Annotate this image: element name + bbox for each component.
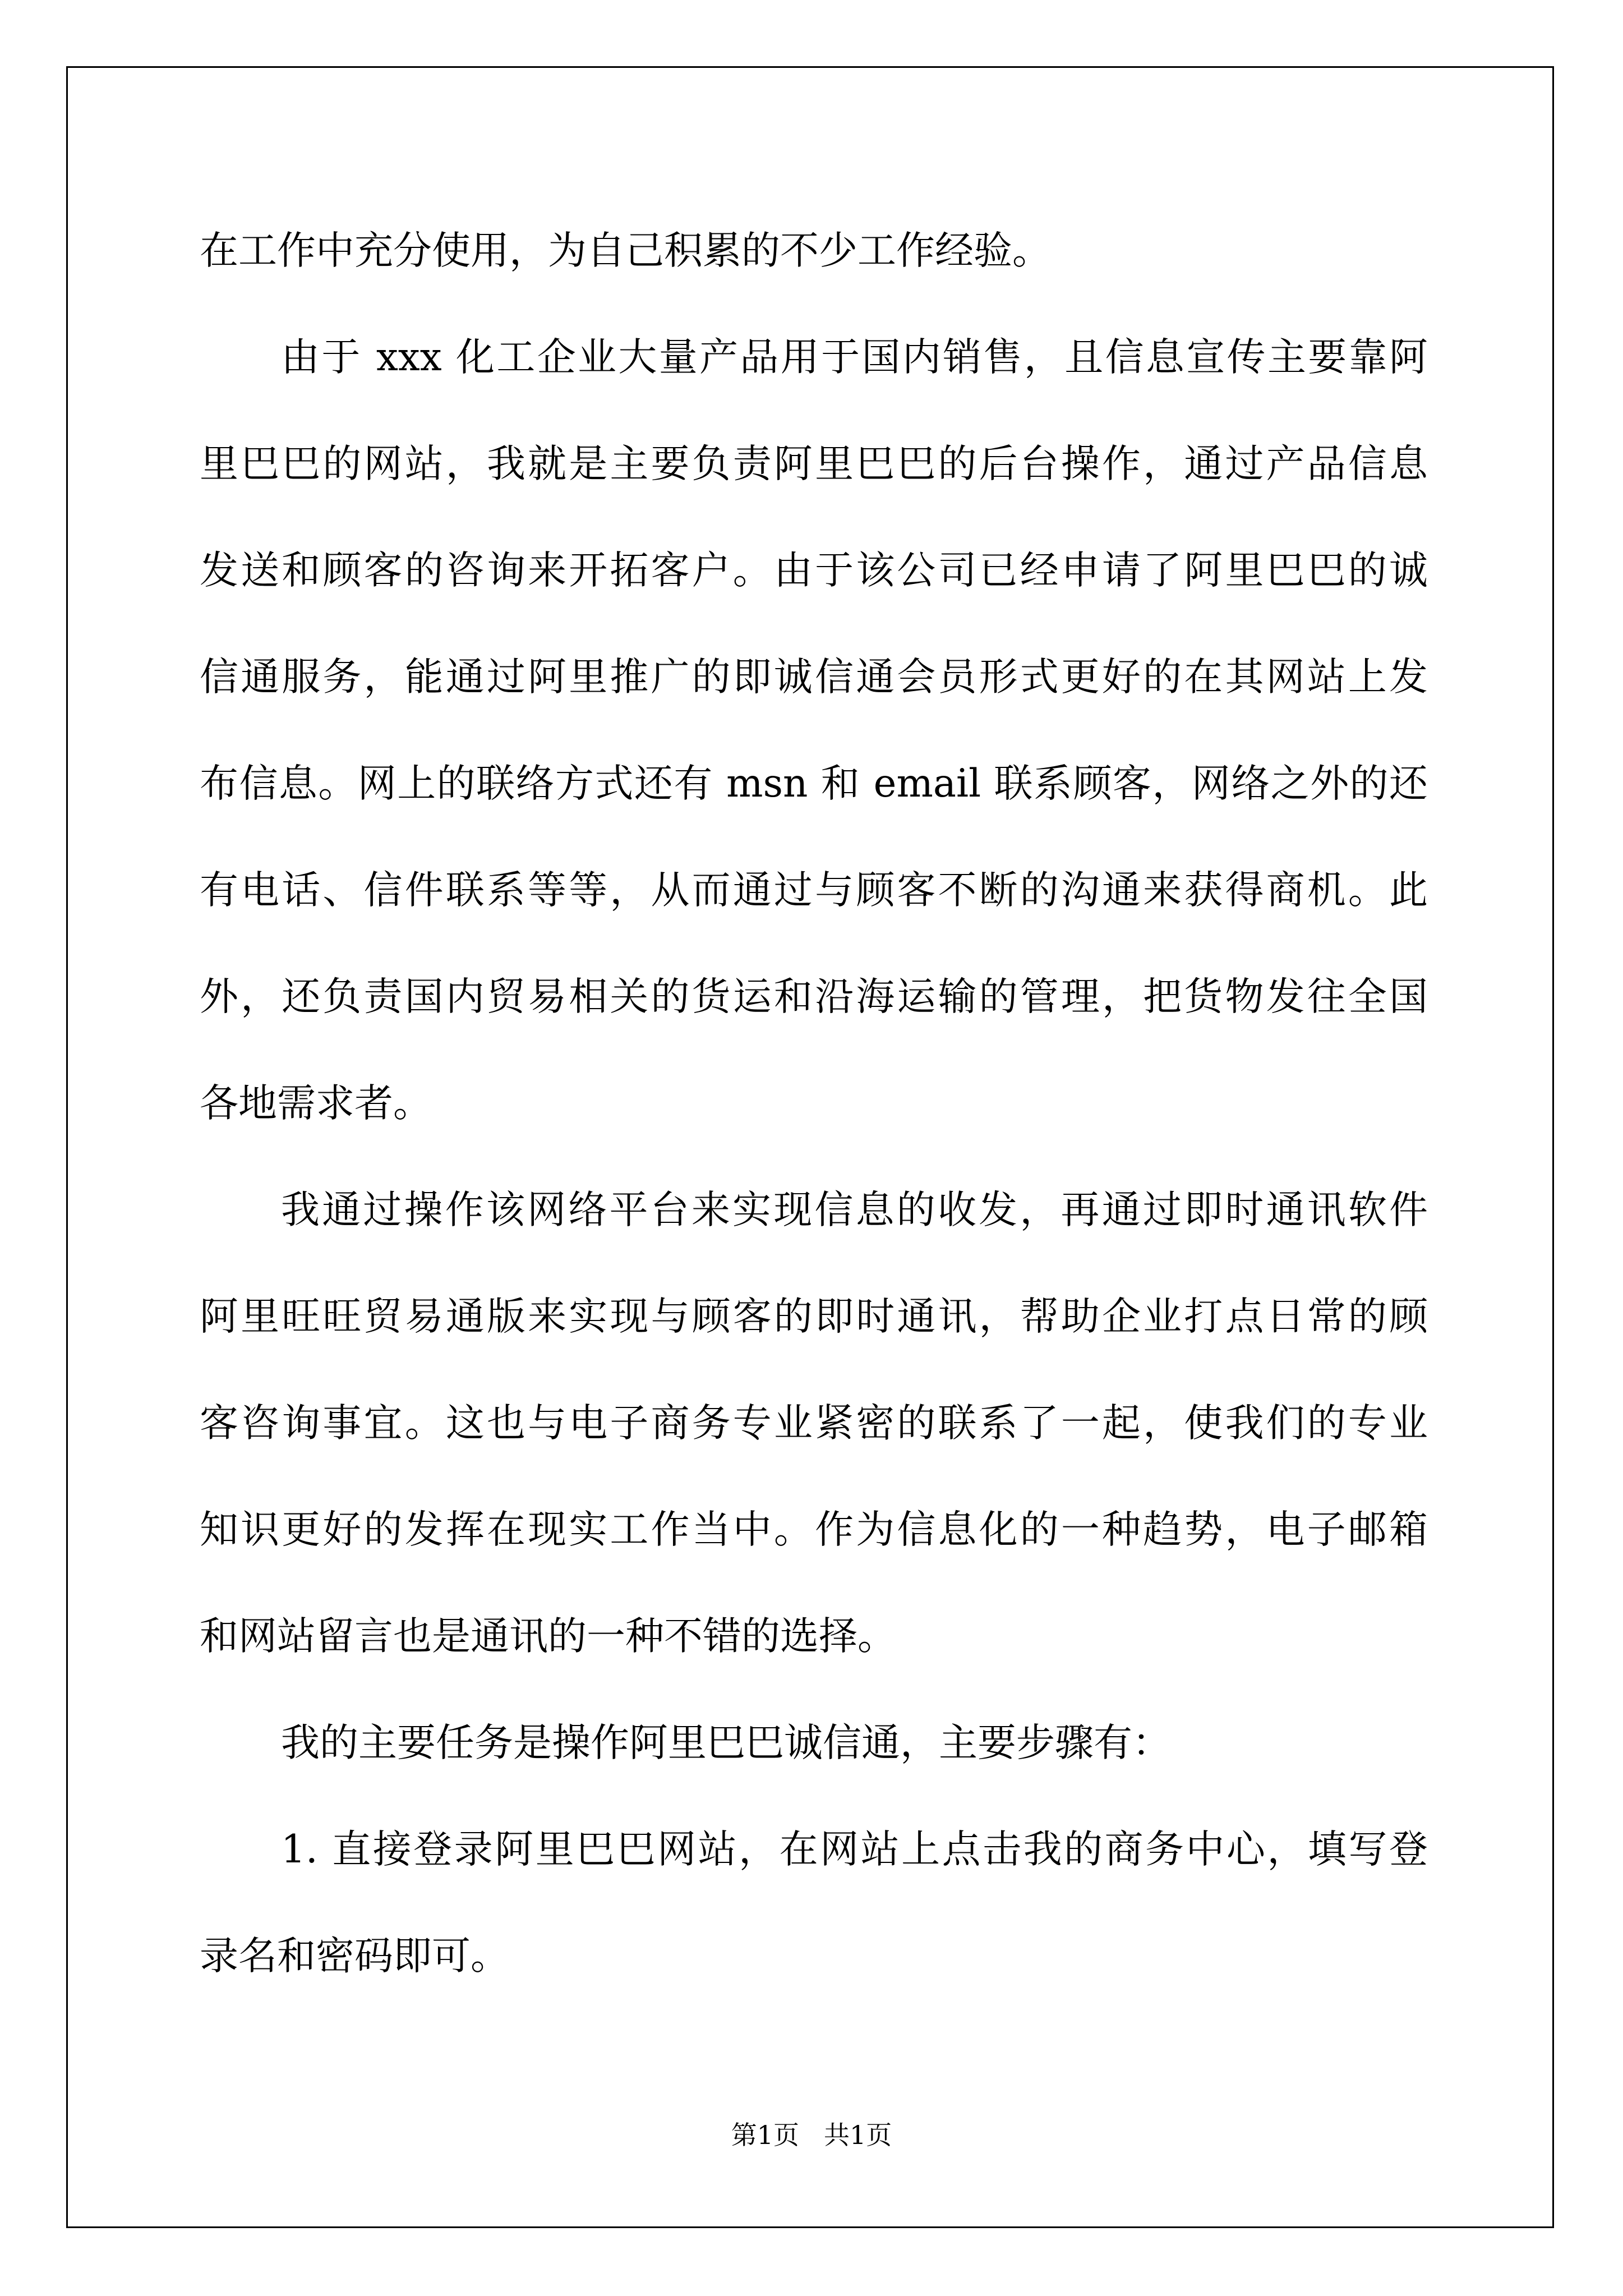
paragraph-4-line-1: 我的主要任务是操作阿里巴巴诚信通，主要步骤有：	[281, 1720, 1171, 1765]
page-footer	[0, 2118, 1623, 2152]
paragraph-3-line-1: 我通过操作该网络平台来实现信息的收发，再通过即时通讯软件	[281, 1188, 1428, 1232]
paragraph-3-line-5: 和网站留言也是通讯的一种不错的选择。	[200, 1614, 896, 1659]
paragraph-2-line-4: 信通服务，能通过阿里推广的即诚信通会员形式更好的在其网站上发	[200, 655, 1428, 700]
paragraph-1-line-1: 在工作中充分使用，为自己积累的不少工作经验。	[200, 228, 1051, 273]
paragraph-3-line-2: 阿里旺旺贸易通版来实现与顾客的即时通讯，帮助企业打点日常的顾	[200, 1294, 1428, 1339]
paragraph-5-line-2: 录名和密码即可。	[200, 1934, 509, 1978]
paragraph-2-line-8: 各地需求者。	[200, 1081, 432, 1126]
paragraph-3-line-3: 客咨询事宜。这也与电子商务专业紧密的联系了一起，使我们的专业	[200, 1401, 1428, 1446]
page-number-current: 第1页	[731, 2120, 800, 2150]
page-border	[66, 66, 1554, 2228]
paragraph-2-line-1: 由于 xxx 化工企业大量产品用于国内销售，且信息宣传主要靠阿	[281, 335, 1428, 380]
page-number-total: 共1页	[823, 2120, 892, 2150]
paragraph-3-line-4: 知识更好的发挥在现实工作当中。作为信息化的一种趋势，电子邮箱	[200, 1507, 1428, 1552]
paragraph-2-line-6: 有电话、信件联系等等，从而通过与顾客不断的沟通来获得商机。此	[200, 868, 1428, 913]
paragraph-2-line-5: 布信息。网上的联络方式还有 msn 和 email 联系顾客，网络之外的还	[200, 761, 1428, 806]
paragraph-2-line-3: 发送和顾客的咨询来开拓客户。由于该公司已经申请了阿里巴巴的诚	[200, 548, 1428, 593]
paragraph-5-line-1: 1. 直接登录阿里巴巴网站，在网站上点击我的商务中心，填写登	[281, 1827, 1428, 1872]
paragraph-2-line-2: 里巴巴的网站，我就是主要负责阿里巴巴的后台操作，通过产品信息	[200, 441, 1428, 486]
paragraph-2-line-7: 外，还负责国内贸易相关的货运和沿海运输的管理，把货物发往全国	[200, 974, 1428, 1019]
